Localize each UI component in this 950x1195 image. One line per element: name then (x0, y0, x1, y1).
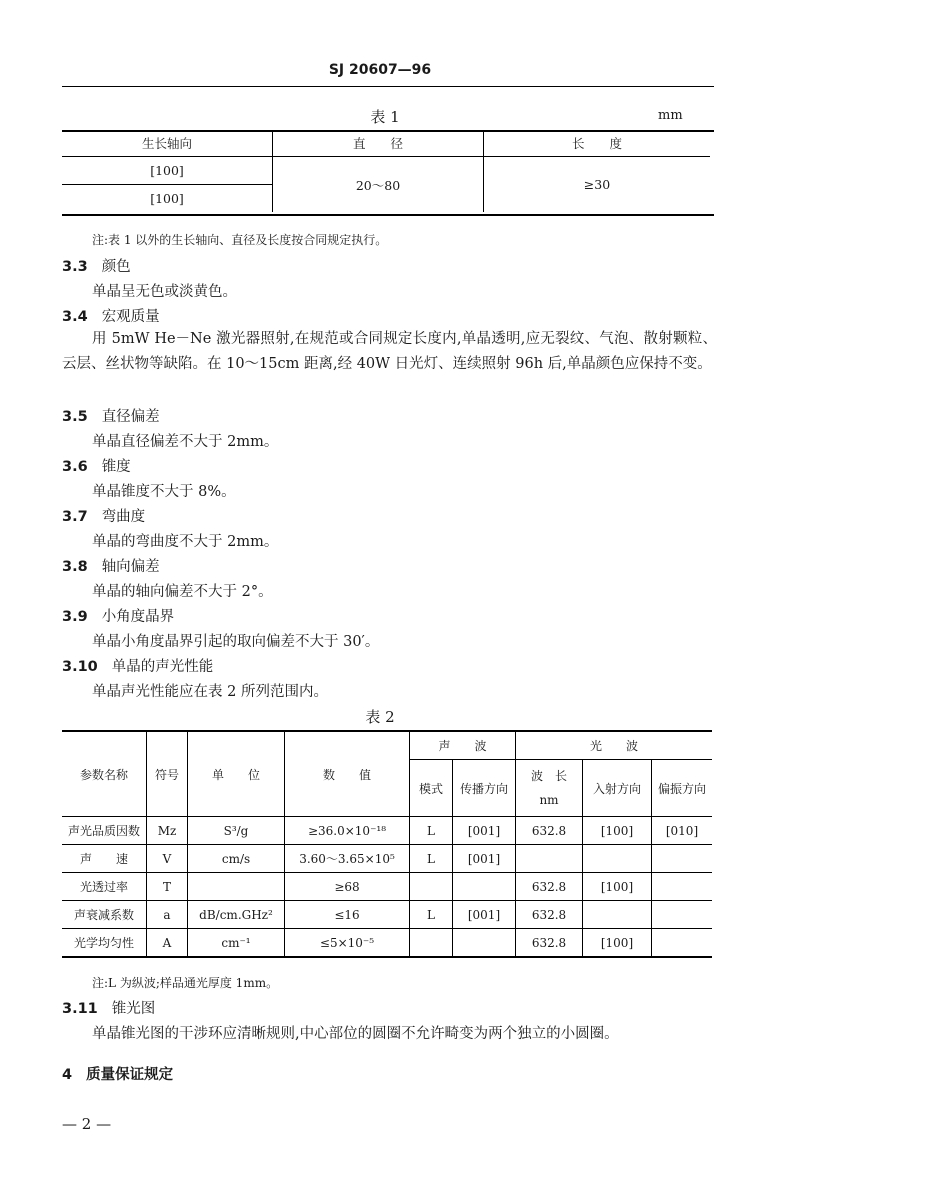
table2-cell-unit: cm⁻¹ (188, 929, 285, 958)
table2-cell-param: 光透过率 (62, 873, 147, 901)
table2-cell-inc (583, 901, 652, 929)
table2-cell-param: 声 速 (62, 845, 147, 873)
table2-cell-unit: dB/cm.GHz² (188, 901, 285, 929)
table2-header-mode: 模式 (410, 760, 453, 817)
table2 (62, 730, 712, 958)
table1-header-length: 长 度 (484, 130, 711, 157)
table2-header-incident-dir: 入射方向 (583, 760, 652, 817)
table2-cell-symbol: V (147, 845, 188, 873)
table2-cell-symbol: A (147, 929, 188, 958)
table2-cell-value: 3.60～3.65×10⁵ (285, 845, 410, 873)
table2-cell-prop: [001] (453, 817, 516, 845)
table2-cell-inc: [100] (583, 929, 652, 958)
table1-note: 注:表 1 以外的生长轴向、直径及长度按合同规定执行。 (92, 233, 388, 247)
table2-cell-mode (410, 873, 453, 901)
table2-cell-prop: [001] (453, 845, 516, 873)
table2-cell-mode: L (410, 817, 453, 845)
page-number: — 2 — (62, 1115, 112, 1133)
document-code: SJ 20607—96 (328, 62, 432, 78)
table2-cell-pol (652, 845, 713, 873)
section-3-6-body: 单晶锥度不大于 8%。 (92, 484, 236, 500)
section-3-10-body: 单晶声光性能应在表 2 所列范围内。 (92, 684, 328, 700)
table2-cell-pol: [010] (652, 817, 713, 845)
table1-length-cell: ≥30 (583, 177, 611, 192)
table2-cell-mode: L (410, 845, 453, 873)
table2-cell-wl (516, 845, 583, 873)
table2-cell-mode (410, 929, 453, 958)
table1-diameter-cell: 20～80 (273, 157, 484, 213)
section-3-9-body: 单晶小角度晶界引起的取向偏差不大于 30′。 (92, 634, 380, 650)
section-3-7-body: 单晶的弯曲度不大于 2mm。 (92, 534, 279, 550)
table2-cell-prop (453, 929, 516, 958)
table2-cell-value: ≥36.0×10⁻¹⁸ (285, 817, 410, 845)
table2-cell-wl: 632.8 (516, 929, 583, 958)
table2-cell-unit: S³/g (188, 817, 285, 845)
table2-header-symbol: 符号 (147, 731, 188, 817)
table2-cell-unit (188, 873, 285, 901)
section-3-8-heading: 3.8 轴向偏差 (62, 559, 160, 575)
table2-cell-inc: [100] (583, 873, 652, 901)
table1-unit: mm (658, 108, 683, 123)
table2-cell-pol (652, 873, 713, 901)
section-3-3-heading: 3.3 颜色 (62, 259, 131, 275)
table2-header-param: 参数名称 (62, 731, 147, 817)
table2-cell-param: 声光品质因数 (62, 817, 147, 845)
table2-cell-value: ≥68 (285, 873, 410, 901)
table2-row (62, 817, 712, 845)
table2-row (62, 873, 712, 901)
table2-row (62, 929, 712, 958)
table1-header-axis: 生长轴向 (62, 130, 273, 157)
table2-header-polar-dir: 偏振方向 (652, 760, 713, 817)
table2-cell-param: 光学均匀性 (62, 929, 147, 958)
section-3-10-heading: 3.10 单晶的声光性能 (62, 659, 214, 675)
table2-caption: 表 2 (365, 708, 395, 726)
table2-cell-prop: [001] (453, 901, 516, 929)
table2-note: 注:L 为纵波;样品通光厚度 1mm。 (92, 976, 279, 990)
section-3-6-heading: 3.6 锥度 (62, 459, 131, 475)
table1-axis-cell: [100] (62, 157, 273, 185)
table2-cell-wl: 632.8 (516, 901, 583, 929)
table2-cell-value: ≤5×10⁻⁵ (285, 929, 410, 958)
table2-cell-param: 声衰减系数 (62, 901, 147, 929)
table2-cell-mode: L (410, 901, 453, 929)
table1-axis-cell: [100] (62, 185, 273, 213)
table2-row (62, 901, 712, 929)
table1-bottom-rule (62, 214, 714, 216)
section-4-heading: 4 质量保证规定 (62, 1067, 174, 1083)
table2-cell-value: ≤16 (285, 901, 410, 929)
table1-header-diameter: 直 径 (273, 130, 484, 157)
table2-cell-symbol: T (147, 873, 188, 901)
table2-cell-symbol: Mz (147, 817, 188, 845)
table2-cell-wl: 632.8 (516, 873, 583, 901)
section-3-5-body: 单晶直径偏差不大于 2mm。 (92, 434, 279, 450)
table2-cell-wl: 632.8 (516, 817, 583, 845)
section-3-9-heading: 3.9 小角度晶界 (62, 609, 175, 625)
table2-header-value: 数 值 (285, 731, 410, 817)
table2-cell-inc (583, 845, 652, 873)
table2-header-wavelength: 波 长 nm (516, 760, 583, 817)
table2-cell-unit: cm/s (188, 845, 285, 873)
table2-header-optical: 光 波 (516, 731, 713, 760)
table2-cell-pol (652, 901, 713, 929)
table2-header-prop-dir: 传播方向 (453, 760, 516, 817)
section-3-11-heading: 3.11 锥光图 (62, 1001, 156, 1017)
section-3-3-body: 单晶呈无色或淡黄色。 (92, 284, 237, 300)
section-3-8-body: 单晶的轴向偏差不大于 2°。 (92, 584, 273, 600)
section-3-7-heading: 3.7 弯曲度 (62, 509, 146, 525)
table2-cell-symbol: a (147, 901, 188, 929)
section-3-4-body: 用 5mW He－Ne 激光器照射,在规范或合同规定长度内,单晶透明,应无裂纹、气泡、散射颗粒、云层、丝状物等缺陷。在 10～15cm 距离,经 40W 日光灯、连续照射 96h 后,单晶颜色应保持不变。 (62, 331, 717, 372)
section-3-11-body: 单晶锥光图的干涉环应清晰规则,中心部位的圆圈不允许畸变为两个独立的小圆圈。 (92, 1026, 619, 1042)
table2-row (62, 845, 712, 873)
table2-cell-inc: [100] (583, 817, 652, 845)
table1 (62, 130, 710, 212)
table2-cell-pol (652, 929, 713, 958)
table2-header-acoustic: 声 波 (410, 731, 516, 760)
header-rule (62, 86, 714, 87)
section-3-5-heading: 3.5 直径偏差 (62, 409, 160, 425)
table2-cell-prop (453, 873, 516, 901)
table1-caption: 表 1 (370, 108, 400, 126)
table2-header-unit: 单 位 (188, 731, 285, 817)
section-3-4-heading: 3.4 宏观质量 (62, 309, 160, 325)
